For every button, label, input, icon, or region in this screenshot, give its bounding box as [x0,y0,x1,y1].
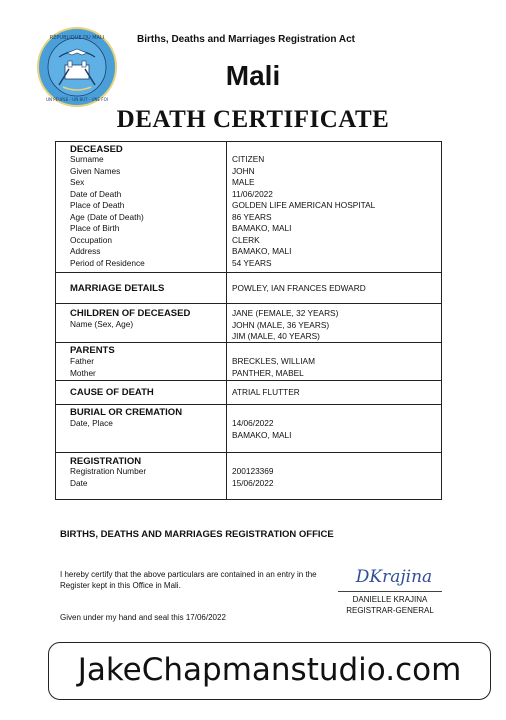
value-surname: CITIZEN [232,154,265,164]
divider [55,303,442,304]
value-occupation: CLERK [232,234,260,245]
label-address: Address [70,246,101,256]
burial-values [232,418,291,441]
registrar-block [338,594,442,616]
given-text: Given under my hand and seal this 17/06/2022 [60,613,226,622]
child-entry: JOHN (MALE, 36 YEARS) [232,319,330,330]
value-sex: MALE [232,177,255,187]
marriage-heading: MARRIAGE DETAILS [70,283,165,294]
label-age: Age (Date of Death) [70,211,144,222]
children-values [232,308,338,343]
value-mother: PANTHER, MABEL [232,367,304,378]
children-heading: CHILDREN OF DECEASED [70,308,191,319]
divider [55,380,442,381]
parents-values [232,356,315,379]
burial-heading: BURIAL OR CREMATION [70,407,183,418]
label-place-of-birth: Place of Birth [70,223,120,233]
registration-values [232,466,274,489]
label-surname: Surname [70,154,104,164]
deceased-heading: DECEASED [70,144,123,155]
label-mother: Mother [70,367,96,378]
label-registration-number: Registration Number [70,466,147,476]
registrar-title: REGISTRAR-GENERAL [346,606,434,615]
value-address: BAMAKO, MALI [232,246,292,256]
burial-place: BAMAKO, MALI [232,429,292,440]
cause-value: ATRIAL FLUTTER [232,387,300,397]
signature [344,564,444,588]
value-place-of-birth: BAMAKO, MALI [232,223,292,233]
label-father: Father [70,356,94,366]
label-registration-date: Date [70,477,88,488]
label-place-of-death: Place of Death [70,200,125,210]
value-age: 86 YEARS [232,211,272,222]
parents-heading: PARENTS [70,345,115,356]
burial-label: Date, Place [70,418,113,428]
country-name: Mali [225,60,281,91]
label-period-of-residence: Period of Residence [70,257,145,268]
value-registration-number: 200123369 [232,466,274,476]
registration-heading: REGISTRATION [70,456,142,467]
seal-top-text: RÉPUBLIQUE DU MALI [49,35,105,41]
registrar-name: DANIELLE KRAJINA [352,595,428,604]
watermark-banner: JakeChapmanstudio.com [48,642,491,700]
divider [55,272,442,273]
label-occupation: Occupation [70,234,112,245]
label-sex: Sex [70,177,85,187]
deceased-values [232,154,375,269]
divider [55,404,442,405]
label-date-of-death: Date of Death [70,188,122,199]
registration-labels [70,466,146,489]
document-title: DEATH CERTIFICATE [116,106,390,133]
child-entry: JIM (MALE, 40 YEARS) [232,331,320,341]
value-registration-date: 15/06/2022 [232,477,274,488]
children-label: Name (Sex, Age) [70,319,134,329]
act-title: Births, Deaths and Marriages Registration Act [137,34,356,45]
seal-bottom-text: UN PEUPLE - UN BUT - UNE FOI [46,97,108,102]
burial-date: 14/06/2022 [232,418,274,428]
certify-text: I hereby certify that the above particulars are contained in an entry in the Register kept in this Office in Mali. [60,570,317,590]
signature-line [338,591,442,592]
column-divider [226,141,227,500]
child-entry: JANE (FEMALE, 32 YEARS) [232,308,339,318]
svg-text:DKrajina: DKrajina [355,567,433,587]
marriage-value: POWLEY, IAN FRANCES EDWARD [232,283,366,293]
parents-labels [70,356,96,379]
value-place-of-death: GOLDEN LIFE AMERICAN HOSPITAL [232,200,376,210]
deceased-labels [70,154,145,269]
value-father: BRECKLES, WILLIAM [232,356,315,366]
value-period-of-residence: 54 YEARS [232,257,272,268]
label-given-names: Given Names [70,165,121,176]
cause-heading: CAUSE OF DEATH [70,387,154,398]
value-given-names: JOHN [232,165,255,176]
divider [55,452,442,453]
value-date-of-death: 11/06/2022 [232,188,273,199]
office-title: BIRTHS, DEATHS AND MARRIAGES REGISTRATION OFFICE [60,529,334,540]
